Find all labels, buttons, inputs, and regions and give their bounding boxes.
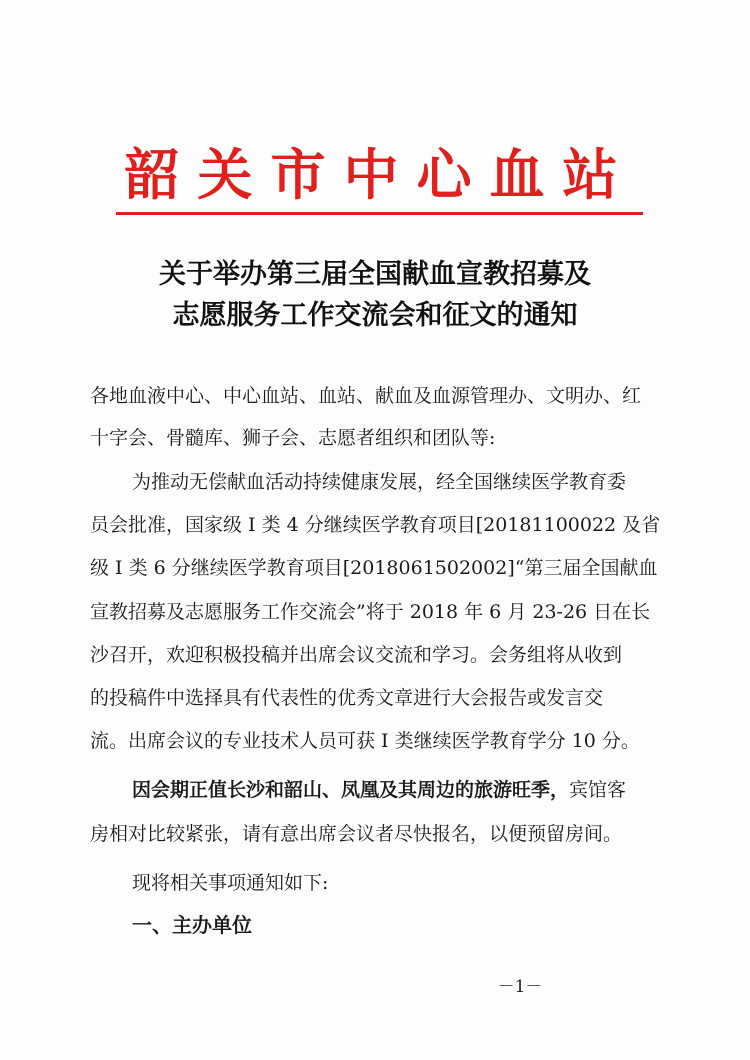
notice-title-line-1: 关于举办第三届全国献血宣教招募及 <box>159 259 591 290</box>
page-number: －1－ <box>497 977 543 997</box>
body-line-5: 级 I 类 6 分继续医学教育项目[2018061502002]“第三届全国献血 <box>90 557 658 579</box>
body-line-3: 为推动无偿献血活动持续健康发展，经全国继续医学教育委 <box>132 471 627 493</box>
notice-title-line-2: 志愿服务工作交流会和征文的通知 <box>172 300 578 331</box>
body-line-4: 员会批准，国家级 I 类 4 分继续医学教育项目[20181100022 及省 <box>90 514 661 536</box>
body-para3: 现将相关事项通知如下: <box>132 872 329 894</box>
body-line-7: 沙召开，欢迎积极投稿并出席会议交流和学习。会务组将从收到 <box>90 644 623 666</box>
letterhead-title: 韶关市中心血站 <box>124 143 636 207</box>
body-para2-bold: 因会期正值长沙和韶山、凤凰及其周边的旅游旺季， <box>132 779 570 801</box>
body-line-1: 各地血液中心、中心血站、血站、献血及血源管理办、文明办、红 <box>90 385 642 407</box>
body-para2-line-2: 房相对比较紧张，请有意出席会议者尽快报名，以便预留房间。 <box>90 823 623 845</box>
body-line-2: 十字会、骨髓库、狮子会、志愿者组织和团队等: <box>90 427 496 449</box>
body-para2-rest: 宾馆客 <box>569 779 627 801</box>
body-line-6: 宣教招募及志愿服务工作交流会”将于 2018 年 6 月 23-26 日在长 <box>90 601 651 623</box>
body-line-8: 的投稿件中选择具有代表性的优秀文章进行大会报告或发言交 <box>90 687 604 709</box>
body-para2-line-1 <box>132 771 712 809</box>
section-heading-1: 一、主办单位 <box>132 913 252 937</box>
body-line-9: 流。出席会议的专业技术人员可获 I 类继续医学教育学分 10 分。 <box>90 730 640 752</box>
letterhead-red-rule <box>116 212 643 215</box>
